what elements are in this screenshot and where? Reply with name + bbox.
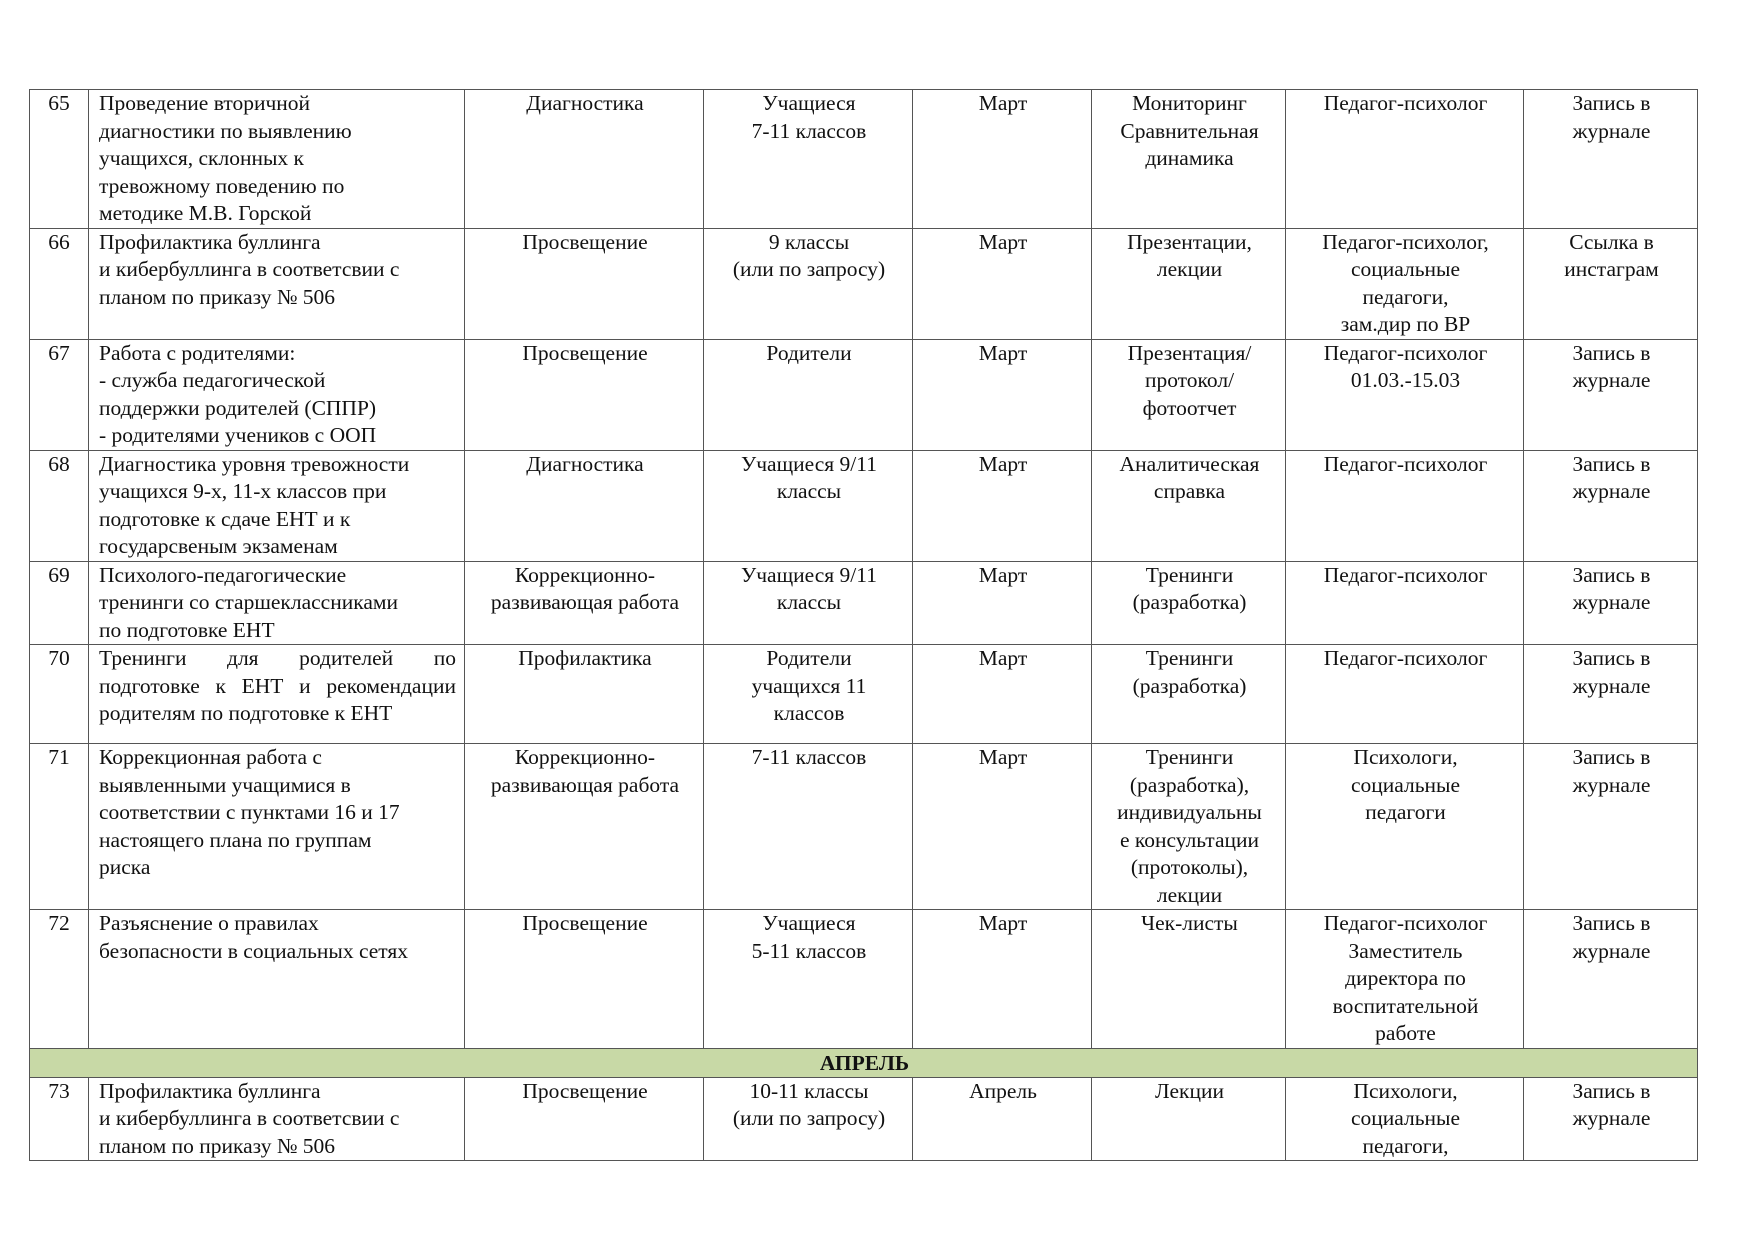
table-row	[30, 339, 1698, 450]
form-cell: Мониторинг Сравнительная динамика	[1092, 90, 1286, 229]
activity-cell: Разъяснение о правилах безопасности в социальных сетях	[89, 910, 465, 1049]
activity-cell: Профилактика буллинга и кибербуллинга в соответсвии с планом по приказу № 506	[89, 228, 465, 339]
form-cell: Тренинги (разработка)	[1092, 645, 1286, 744]
activity-cell: Психолого-педагогические тренинги со старшеклассниками по подготовке ЕНТ	[89, 561, 465, 645]
responsible-cell: Педагог-психолог, социальные педагоги, зам.дир по ВР	[1286, 228, 1524, 339]
form-cell: Презентация/ протокол/ фотоотчет	[1092, 339, 1286, 450]
activity-cell: Работа с родителями: - служба педагогической поддержки родителей (СППР) - родителями учеников с ООП	[89, 339, 465, 450]
row-number: 72	[30, 910, 89, 1049]
activity-cell: Коррекционная работа с выявленными учащимися в соответствии с пунктами 16 и 17 настоящего плана по группам риска	[89, 744, 465, 910]
row-number: 65	[30, 90, 89, 229]
month-header: АПРЕЛЬ	[30, 1048, 1698, 1077]
responsible-cell: Педагог-психолог	[1286, 645, 1524, 744]
period-cell: Март	[913, 228, 1092, 339]
work-plan-table	[29, 89, 1698, 1161]
row-number: 66	[30, 228, 89, 339]
period-cell: Март	[913, 450, 1092, 561]
participants-cell: Учащиеся 9/11 классы	[704, 561, 913, 645]
table-row	[30, 645, 1698, 744]
table-row	[30, 90, 1698, 229]
responsible-cell: Педагог-психолог 01.03.-15.03	[1286, 339, 1524, 450]
table-row	[30, 228, 1698, 339]
period-cell: Март	[913, 744, 1092, 910]
direction-cell: Просвещение	[465, 1077, 704, 1161]
direction-cell: Диагностика	[465, 450, 704, 561]
activity-cell: Тренинги для родителей по подготовке к ЕНТ и рекомендации родителям по подготовке к ЕНТ	[89, 645, 465, 744]
direction-cell: Диагностика	[465, 90, 704, 229]
report-cell: Запись в журнале	[1524, 744, 1698, 910]
responsible-cell: Психологи, социальные педагоги,	[1286, 1077, 1524, 1161]
month-header-row	[30, 1048, 1698, 1077]
table-row	[30, 1077, 1698, 1161]
row-number: 71	[30, 744, 89, 910]
participants-cell: 10-11 классы (или по запросу)	[704, 1077, 913, 1161]
table-body	[30, 90, 1698, 1161]
activity-cell: Профилактика буллинга и кибербуллинга в соответсвии с планом по приказу № 506	[89, 1077, 465, 1161]
participants-cell: 7-11 классов	[704, 744, 913, 910]
form-cell: Тренинги (разработка), индивидуальны е консультации (протоколы), лекции	[1092, 744, 1286, 910]
participants-cell: Учащиеся 7-11 классов	[704, 90, 913, 229]
participants-cell: 9 классы (или по запросу)	[704, 228, 913, 339]
report-cell: Запись в журнале	[1524, 90, 1698, 229]
direction-cell: Просвещение	[465, 339, 704, 450]
table-row	[30, 450, 1698, 561]
form-cell: Лекции	[1092, 1077, 1286, 1161]
activity-cell: Проведение вторичной диагностики по выявлению учащихся, склонных к тревожному поведению по методике М.В. Горской	[89, 90, 465, 229]
period-cell: Март	[913, 339, 1092, 450]
row-number: 73	[30, 1077, 89, 1161]
responsible-cell: Педагог-психолог	[1286, 90, 1524, 229]
period-cell: Апрель	[913, 1077, 1092, 1161]
responsible-cell: Педагог-психолог	[1286, 450, 1524, 561]
direction-cell: Просвещение	[465, 228, 704, 339]
row-number: 68	[30, 450, 89, 561]
activity-cell: Диагностика уровня тревожности учащихся 9-х, 11-х классов при подготовке к сдаче ЕНТ и к государсвеным экзаменам	[89, 450, 465, 561]
row-number: 67	[30, 339, 89, 450]
report-cell: Запись в журнале	[1524, 645, 1698, 744]
form-cell: Презентации, лекции	[1092, 228, 1286, 339]
responsible-cell: Педагог-психолог	[1286, 561, 1524, 645]
period-cell: Март	[913, 645, 1092, 744]
form-cell: Тренинги (разработка)	[1092, 561, 1286, 645]
report-cell: Запись в журнале	[1524, 450, 1698, 561]
responsible-cell: Психологи, социальные педагоги	[1286, 744, 1524, 910]
responsible-cell: Педагог-психолог Заместитель директора по воспитательной работе	[1286, 910, 1524, 1049]
report-cell: Запись в журнале	[1524, 339, 1698, 450]
direction-cell: Просвещение	[465, 910, 704, 1049]
period-cell: Март	[913, 561, 1092, 645]
direction-cell: Профилактика	[465, 645, 704, 744]
participants-cell: Родители учащихся 11 классов	[704, 645, 913, 744]
period-cell: Март	[913, 90, 1092, 229]
table-row	[30, 910, 1698, 1049]
form-cell: Чек-листы	[1092, 910, 1286, 1049]
participants-cell: Учащиеся 9/11 классы	[704, 450, 913, 561]
direction-cell: Коррекционно- развивающая работа	[465, 561, 704, 645]
form-cell: Аналитическая справка	[1092, 450, 1286, 561]
report-cell: Запись в журнале	[1524, 1077, 1698, 1161]
report-cell: Ссылка в инстаграм	[1524, 228, 1698, 339]
table-row	[30, 744, 1698, 910]
row-number: 70	[30, 645, 89, 744]
table-row	[30, 561, 1698, 645]
participants-cell: Учащиеся 5-11 классов	[704, 910, 913, 1049]
direction-cell: Коррекционно- развивающая работа	[465, 744, 704, 910]
report-cell: Запись в журнале	[1524, 910, 1698, 1049]
period-cell: Март	[913, 910, 1092, 1049]
report-cell: Запись в журнале	[1524, 561, 1698, 645]
row-number: 69	[30, 561, 89, 645]
participants-cell: Родители	[704, 339, 913, 450]
